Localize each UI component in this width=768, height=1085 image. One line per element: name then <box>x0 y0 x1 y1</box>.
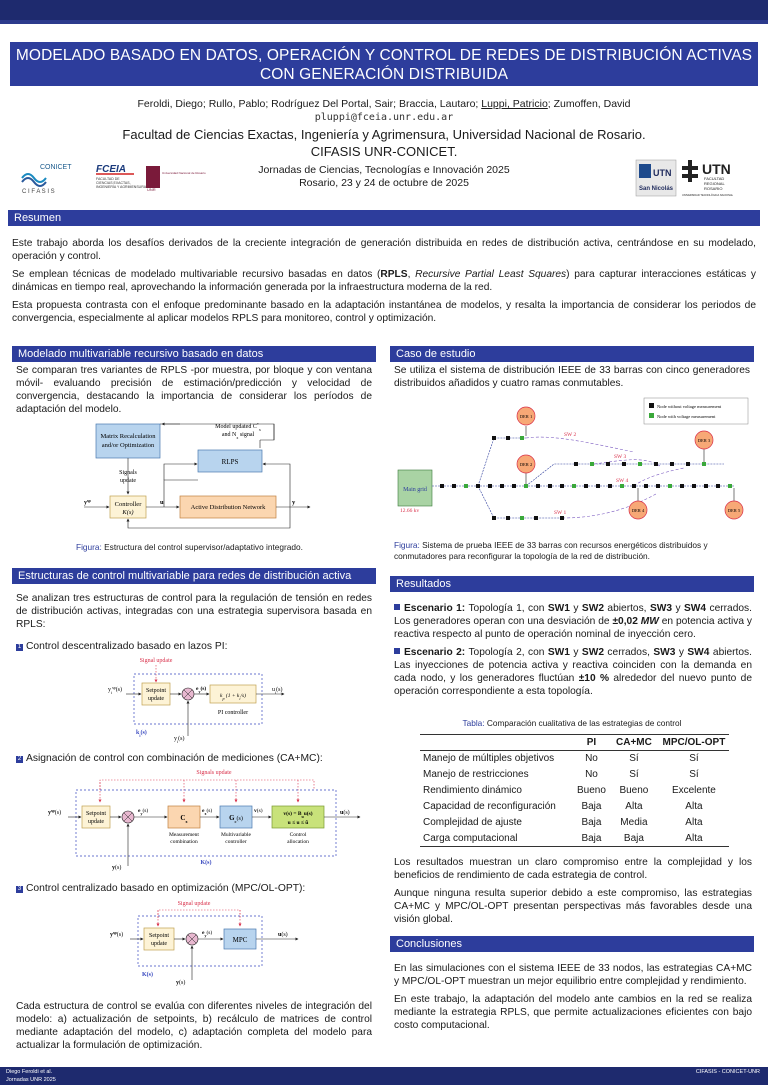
svg-text:DER 5: DER 5 <box>727 508 741 513</box>
svg-text:Universidad Nacional de Rosari: Universidad Nacional de Rosario <box>162 171 206 175</box>
pi-control-diagram <box>104 654 296 744</box>
resultados-scenarios <box>394 602 752 703</box>
footer-bar <box>0 1067 768 1085</box>
svg-text:u ≤ u ≤ ū: u ≤ u ≤ ū <box>287 820 309 826</box>
svg-text:Gc(s): $G_c(s)$ <box>229 814 243 824</box>
svg-text:ui(s): $u_i(s)$ <box>272 687 283 695</box>
svg-text:Node without voltage measureme: Node without voltage measurement <box>657 404 722 409</box>
comparison-table <box>420 734 729 847</box>
svg-text:update: update <box>148 696 164 702</box>
svg-text:CIENCIAS EXACTAS,: CIENCIAS EXACTAS, <box>96 181 131 185</box>
utn-sn-wordmark: UTN <box>653 168 672 178</box>
sw1-label: SW 1 <box>554 510 567 516</box>
modelado-heading: Modelado multivariable recursivo basado en datos <box>12 346 376 362</box>
svg-text:Signal update: Signal update <box>139 658 173 664</box>
svg-text:u: u <box>160 499 164 506</box>
table-row: Manejo de restricciones No Sí Sí <box>423 769 699 780</box>
authors-before: Feroldi, Diego; Rullo, Pablo; Rodríguez Del Portal, Sair; Braccia, Lautaro; <box>137 98 482 110</box>
estructuras-heading: Estructuras de control multivariable para redes de distribución activa <box>12 568 376 584</box>
utn-frro-logo <box>680 156 752 198</box>
sw4-label: SW 4 <box>616 478 629 484</box>
footer-authors: Diego Feroldi et al. <box>6 1069 53 1075</box>
svg-text:Multivariable: Multivariable <box>221 832 251 838</box>
bus-nodes <box>440 436 732 520</box>
presenting-author: Luppi, Patricio <box>481 98 548 110</box>
top-bar <box>0 0 768 20</box>
resumen-p3: Esta propuesta contrasta con el enfoque predominante basado en la adaptación instantánea de modelos, y resalta la importancia de considerar los periodos de convergencia, especialmente al aplicar modelos RPLS para monitoreo, control y optimización. <box>12 300 756 324</box>
resumen-body <box>12 237 756 330</box>
svg-text:Measurement: Measurement <box>169 832 199 838</box>
scenario-1: Escenario 1: Topología 1, con SW1 y SW2 abiertos, SW3 y SW4 cerrados. Los generadores operan con una desviación de ±0,02 MW en potencia activa y reactiva respecto al punto de operación nominal de inyección cero. <box>394 603 752 640</box>
svg-text:DER 3: DER 3 <box>697 438 711 443</box>
table-caption: Tabla: Comparación cualitativa de las estrategias de control <box>462 718 682 728</box>
svg-text:combination: combination <box>170 839 198 845</box>
matrix-recalculation-block <box>96 424 160 458</box>
svg-text:Main grid: Main grid <box>403 487 427 493</box>
resumen-p1: Este trabajo aborda los desafíos derivados de la creciente integración de generación distribuida en redes de distribución activa, centrándose en su modelado, operación y control. <box>12 238 756 262</box>
svg-text:Node with voltage measurement: Node with voltage measurement <box>657 414 716 419</box>
conclusiones-heading: Conclusiones <box>390 936 754 952</box>
svg-text:DER 1: DER 1 <box>519 414 533 419</box>
event-name: Jornadas de Ciencias, Tecnologías e Innovación 2025 <box>258 164 510 176</box>
svg-text:Setpoint: Setpoint <box>148 933 170 939</box>
caso-body: Se utiliza el sistema de distribución IEEE de 33 barras con cinco generadores distribuidos añadidos y cuatro ramas conmutables. <box>394 365 750 389</box>
event-date: Rosario, 23 y 24 de octubre de 2025 <box>299 177 469 189</box>
caso-caption: Figura: Sistema de prueba IEEE de 33 barras con recursos energéticos distribuidos y conmutadores para reconfigurar la topología de la red de distribución. <box>394 540 708 561</box>
svg-text:ysp(s): $y^{sp}(s)$ <box>110 929 124 938</box>
svg-text:INGENIERÍA Y AGRIMENSURA: INGENIERÍA Y AGRIMENSURA <box>96 185 147 189</box>
svg-text:Signals update: Signals update <box>196 770 232 776</box>
modelado-body: Se comparan tres variantes de RPLS -por muestra, por bloque y con ventana móvil- evaluando precisión de estimación/predicción y velocidad de convergencia, destacando la importancia de considerar los períodos de adaptación del modelo. <box>16 365 372 415</box>
fceia-wordmark: FCEIA <box>96 164 126 175</box>
svg-text:RLPS: RLPS <box>221 458 239 466</box>
svg-text:yisp(s): $y_i^{sp}(s)$ <box>108 684 123 695</box>
svg-text:ROSARIO: ROSARIO <box>704 186 723 191</box>
conicet-wordmark: CONICET <box>40 164 72 171</box>
network-legend <box>644 398 748 424</box>
scenario-2: Escenario 2: Topología 2, con SW1 y SW2 cerrados, SW3 y SW4 abiertos. Las inyecciones de potencia activa y reactiva coinciden con la demanda en cada nodo, y los generadores fluctúan ±10 % alrededor del nuevo punto de operación correspondiente a esta topología. <box>394 647 753 697</box>
svg-text:MPC: MPC <box>232 936 248 944</box>
caso-heading: Caso de estudio <box>390 346 754 362</box>
svg-text:allocation: allocation <box>287 839 309 845</box>
contact-email: pluppi@fceia.unr.edu.ar <box>314 112 454 123</box>
estructuras-closing: Cada estructura de control se evalúa con diferentes niveles de integración del modelo: a) actualización de setpoints, b) recálculo de matrices de control mediante adaptación del modelo, c) adaptación completa del modelo para actualizar la formulación de optimización. <box>16 1001 372 1051</box>
conclusiones-body <box>394 962 752 1037</box>
resumen-heading: Resumen <box>8 210 760 226</box>
footer-institution: CIFASIS - CONICET-UNR <box>695 1069 760 1075</box>
conicet-cifasis-logo <box>18 160 84 196</box>
structure-3-title: 3 Control centralizado basado en optimización (MPC/OL-OPT): <box>17 883 306 894</box>
conclusiones-p1: En las simulaciones con el sistema IEEE de 33 nodos, las estrategias CA+MC y MPC/OL-OPT muestran un mejor equilibrio entre complejidad y rendimiento. <box>394 963 752 987</box>
utn-san-nicolas-logo <box>636 160 676 196</box>
unr-wordmark: UNR <box>147 187 156 192</box>
svg-text:PI controller: PI controller <box>217 710 249 716</box>
svg-text:ex(s): $e_x(s)$ <box>202 808 213 816</box>
svg-text:FACULTAD: FACULTAD <box>704 176 725 181</box>
utn-wordmark: UTN <box>702 161 731 177</box>
svg-text:Signals: Signals <box>119 470 137 476</box>
svg-text:Controller: Controller <box>114 501 142 508</box>
footer-event: Jornadas UNR 2025 <box>6 1077 56 1083</box>
svg-text:v(s): v(s) <box>254 808 263 814</box>
resultados-p1: Los resultados muestran un claro compromiso entre la complejidad y los beneficios de rendimiento de cada estrategia de control. <box>394 857 752 881</box>
structure-2-title: 2 Asignación de control con combinación de mediciones (CA+MC): <box>17 753 323 764</box>
svg-text:yi(s): $y_i(s)$ <box>174 736 185 744</box>
svg-text:controller: controller <box>225 839 247 845</box>
modelado-caption: Figura: Estructura del control supervisor/adaptativo integrado. <box>76 542 303 552</box>
ieee33-network-diagram <box>394 394 754 534</box>
affiliation-line-2: CIFASIS UNR-CONICET. <box>310 144 458 159</box>
svg-text:ysp(s): $y^{sp}(s)$ <box>48 807 62 816</box>
poster-title <box>10 42 758 86</box>
table-row: Capacidad de reconfiguración Baja Alta Alta <box>423 801 703 812</box>
svg-text:u(s): u(s) <box>340 810 350 816</box>
svg-text:update: update <box>88 819 104 825</box>
svg-text:San Nicolás: San Nicolás <box>639 186 674 192</box>
svg-text:Setpoint: Setpoint <box>145 688 167 694</box>
conclusiones-p2: En este trabajo, la adaptación del modelo ante cambios en la red se realiza mediante la estrategia RPLS, que permite actualizaciones eficientes con bajo costo computacional. <box>394 994 752 1031</box>
svg-text:DER 4: DER 4 <box>631 508 645 513</box>
table-row: Complejidad de ajuste Baja Media Alta <box>423 817 703 828</box>
model-updated-label: Model updated $C^*_x$ <box>215 421 261 432</box>
svg-text:kp (1 + ki/s): $k_p$ $(1 + k_i/s)$ <box>220 693 246 701</box>
cifasis-wordmark: C I F A S I S <box>22 189 55 195</box>
table-row: Rendimiento dinámico Bueno Bueno Excelente <box>423 785 716 796</box>
svg-text:K(s): K(s) <box>200 860 212 866</box>
fceia-unr-logo <box>94 160 206 196</box>
svg-text:and Nx signal: and $N_x$ signal <box>221 432 255 440</box>
estructuras-intro: Se analizan tres estructuras de control para la regulación de tensión en redes de distribución activas, integradas con una estrategia supervisora basada en RPLS: <box>16 593 372 630</box>
sw3-label: SW 3 <box>614 454 627 460</box>
table-row: Manejo de múltiples objetivos No Sí Sí <box>423 753 699 765</box>
supervisory-control-diagram <box>80 418 320 534</box>
resultados-p2: Aunque ninguna resulta superior debido a este compromiso, las estrategias CA+MC y MPC/OL-OPT presentan perspectivas más favorables desde una visión global. <box>394 888 752 925</box>
svg-text:Matrix Recalculation: Matrix Recalculation <box>100 433 156 440</box>
svg-text:and/or Optimization: and/or Optimization <box>101 442 155 449</box>
svg-text:Signal update: Signal update <box>177 901 211 907</box>
svg-text:v(s) = Buu(s): $v(s) = B_uu(s)$ <box>283 811 313 819</box>
svg-text:Active Distribution Network: Active Distribution Network <box>190 504 266 511</box>
svg-text:y(s): y(s) <box>112 865 122 871</box>
affiliation-line-1: Facultad de Ciencias Exactas, Ingeniería y Agrimensura, Universidad Nacional de Rosario. <box>122 127 646 142</box>
table-header-row: PI CA+MC MPC/OL-OPT <box>420 735 729 751</box>
svg-text:ey(s): $e_y(s)$ <box>196 686 207 694</box>
svg-text:K(s): K(s) <box>122 509 134 516</box>
svg-text:y(s): y(s) <box>176 980 186 986</box>
svg-text:Setpoint: Setpoint <box>85 811 107 817</box>
title-line-1: MODELADO BASADO EN DATOS, OPERACIÓN Y CONTROL DE REDES DE DISTRIBUCIÓN ACTIVAS <box>15 47 753 64</box>
authors <box>0 98 768 110</box>
svg-text:update: update <box>120 478 136 484</box>
svg-text:ey(s): $e_y(s)$ <box>138 808 149 816</box>
svg-text:y: y <box>292 499 296 506</box>
top-accent-bar <box>0 20 768 24</box>
svg-text:ki(s): $k_i(s)$ <box>136 730 147 738</box>
svg-text:FACULTAD DE: FACULTAD DE <box>96 177 120 181</box>
svg-text:K(s): K(s) <box>142 972 153 978</box>
svg-text:REGIONAL: REGIONAL <box>704 181 725 186</box>
svg-text:update: update <box>151 941 167 947</box>
svg-text:u(s): u(s) <box>278 932 288 938</box>
authors-after: ; Zumoffen, David <box>547 98 631 110</box>
resumen-p2: Se emplean técnicas de modelado multivariable recursivo basadas en datos (RPLS, Recursive Partial Least Squares) para capturar interacciones estáticas y dinámicas en tiempo real, aprovechando la información generada por la infraestructura moderna de la red. <box>12 269 757 293</box>
table-row: Carga computacional Baja Baja Alta <box>420 831 729 847</box>
svg-text:Control: Control <box>289 832 307 838</box>
svg-text:UNIVERSIDAD TECNOLÓGICA NACION: UNIVERSIDAD TECNOLÓGICA NACIONAL <box>682 194 734 197</box>
mpc-control-diagram <box>106 896 306 988</box>
title-line-2: CON GENERACIÓN DISTRIBUIDA <box>259 66 509 83</box>
resultados-heading: Resultados <box>390 576 754 592</box>
svg-text:DER 2: DER 2 <box>519 462 533 467</box>
sw2-label: SW 2 <box>564 432 577 438</box>
svg-text:ey(s): $e_y(s)$ <box>202 930 213 938</box>
svg-text:ysp: $y^{sp}$ <box>84 497 91 506</box>
structure-1-title: 1 Control descentralizado basado en lazos PI: <box>17 641 228 652</box>
resultados-discussion <box>394 856 752 931</box>
svg-text:Cx: $C_x$ <box>180 814 188 824</box>
svg-text:12.66 kv: 12.66 kv <box>400 508 420 514</box>
camc-control-diagram <box>46 766 366 872</box>
